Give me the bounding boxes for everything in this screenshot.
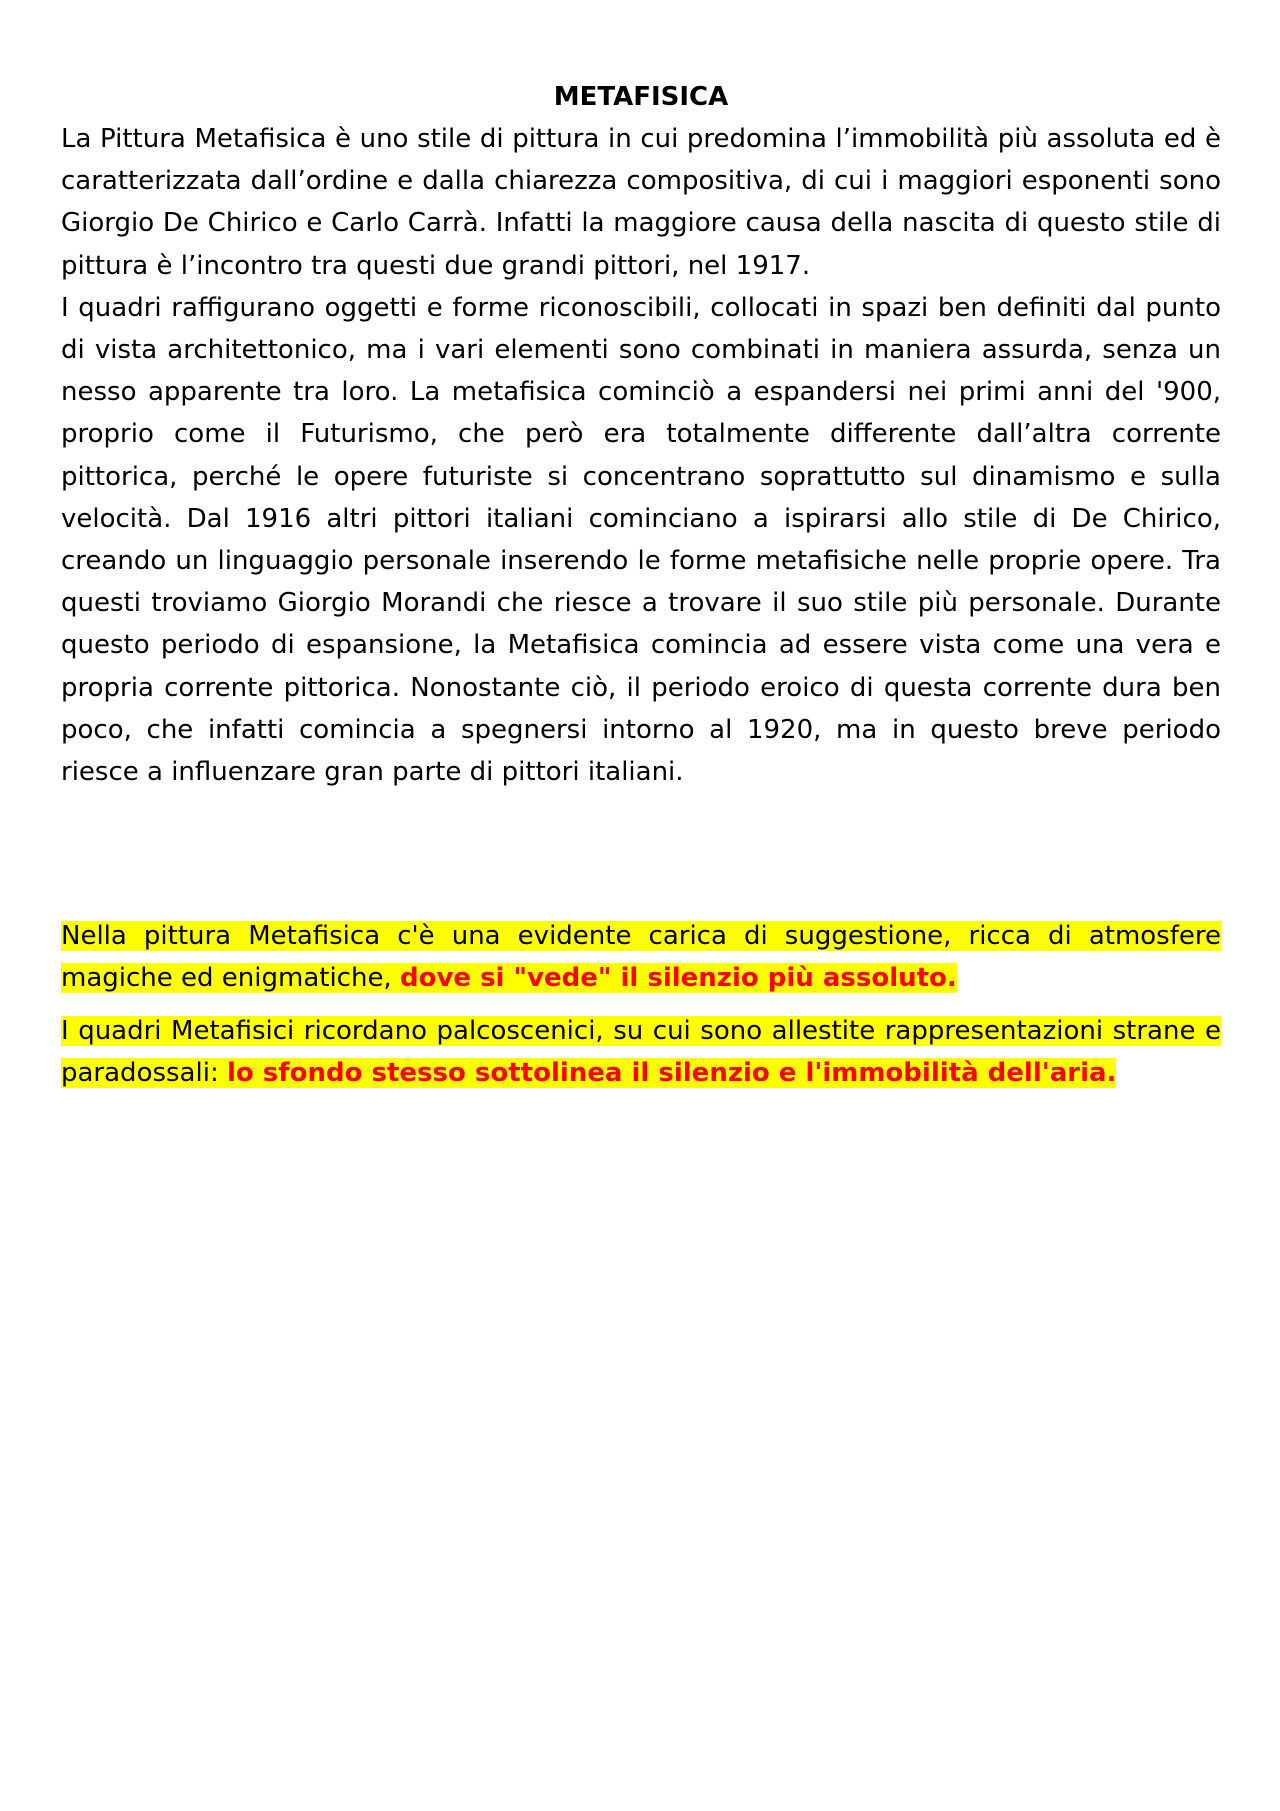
spacer: [61, 793, 1221, 915]
highlighted-paragraph-2: [61, 1010, 1221, 1094]
highlighted-text-1: Nella pittura Metafisica c'è una evidente carica di suggestione, ricca di atmosfere magiche ed enigmatiche,: [61, 921, 1221, 994]
paragraph-description: I quadri raffigurano oggetti e forme riconoscibili, collocati in spazi ben definiti dal punto di vista architettonico, ma i vari elementi sono combinati in maniera assurda, senza un nesso apparente tra loro. La metafisica cominciò a espandersi nei primi anni del '900, proprio come il Futurismo, che però era totalmente differente dall’altra corrente pittorica, perché le opere futuriste si concentrano soprattutto sul dinamismo e sulla velocità. Dal 1916 altri pittori italiani cominciano a ispirarsi allo stile di De Chirico, creando un linguaggio personale inserendo le forme metafisiche nelle proprie opere. Tra questi troviamo Giorgio Morandi che riesce a trovare il suo stile più personale. Durante questo periodo di espansione, la Metafisica comincia ad essere vista come una vera e propria corrente pittorica. Nonostante ciò, il periodo eroico di questa corrente dura ben poco, che infatti comincia a spegnersi intorno al 1920, ma in questo breve periodo riesce a influenzare gran parte di pittori italiani.: [61, 292, 1221, 788]
highlighted-paragraph-1: [61, 915, 1221, 999]
paragraph-intro: La Pittura Metafisica è uno stile di pittura in cui predomina l’immobilità più assoluta ed è caratterizzata dall’ordine e dalla chiarezza compositiva, di cui i maggiori esponenti sono Giorgio De Chirico e Carlo Carrà. Infatti la maggiore causa della nascita di questo stile di pittura è l’incontro tra questi due grandi pittori, nel 1917.: [61, 124, 1221, 281]
emphasis-text-2: lo sfondo stesso sottolinea il silenzio e l'immobilità dell'aria.: [226, 1057, 1117, 1088]
document-page: [61, 78, 1221, 1104]
emphasis-text-1: dove si "vede" il silenzio più assoluto.: [399, 963, 957, 994]
document-title: METAFISICA: [553, 82, 729, 112]
highlighted-text-2: I quadri Metafisici ricordano palcoscenici, su cui sono allestite rappresentazioni strane e paradossali:: [61, 1015, 1221, 1088]
